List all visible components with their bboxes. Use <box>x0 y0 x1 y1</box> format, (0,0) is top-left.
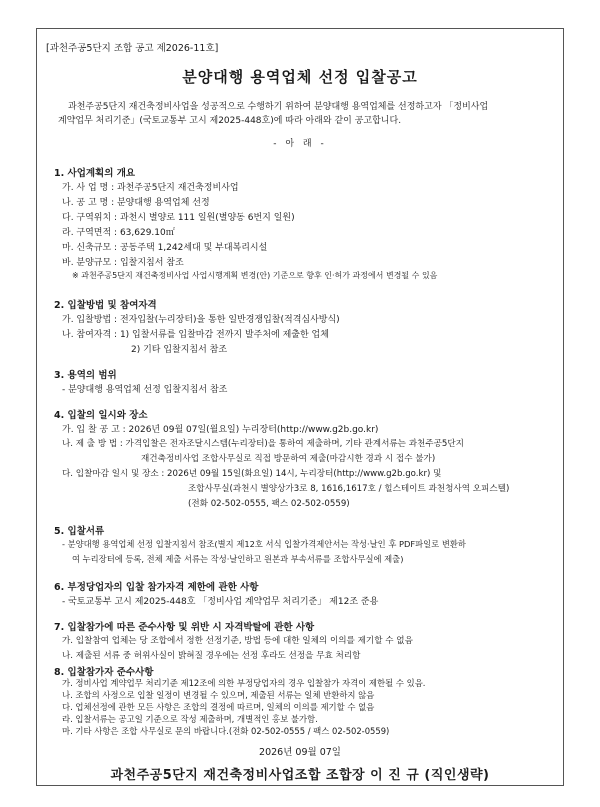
section-4-title: 4. 입찰의 일시와 장소 <box>54 410 148 421</box>
s1-item-a: 가. 사 업 명 : 과천주공5단지 재건축정비사업 <box>62 183 239 193</box>
s7-item-a: 가. 입찰참여 업체는 당 조합에서 정한 선정기준, 방법 등에 대한 일체의 이의를 제기할 수 없음 <box>62 636 413 646</box>
s3-item-a: - 분양대행 용역업체 선정 입찰지침서 참조 <box>62 385 228 395</box>
s2-item-b2: 2) 기타 입찰지침서 참조 <box>131 345 228 355</box>
page-title: 분양대행 용역업체 선정 입찰공고 <box>182 68 418 86</box>
section-8-title: 8. 입찰참가자 준수사항 <box>54 667 154 678</box>
s4-item-b-1: 나. 제 출 방 법 : 가격입찰은 전자조달시스템(누리장터)을 통하여 제출하며, 기타 관계서류는 과천주공5단지 <box>62 439 464 449</box>
section-5-title: 5. 입찰서류 <box>54 526 105 537</box>
s6-item-a: - 국토교통부 고시 제2025-448호 「정비사업 계약업무 처리기준」 제12조 준용 <box>62 597 379 607</box>
s4-item-c-3: (전화 02-502-0555, 팩스 02-502-0559) <box>188 499 350 509</box>
s4-item-a: 가. 입 찰 공 고 : 2026년 09월 07일(월요일) 누리장터(http://www.g2b.go.kr) <box>62 425 379 435</box>
s1-item-e: 마. 신축규모 : 공동주택 1,242세대 및 부대복리시설 <box>62 243 268 253</box>
s5-item-a-1: - 분양대행 용역업체 선정 입찰지침서 참조(별지 제12호 서식 입찰가격제안서는 작성·날인 후 PDF파일로 변환하 <box>62 539 466 549</box>
s1-note: ※ 과천주공5단지 재건축정비사업 사업시행계획 변경(안) 기준으로 향후 인·허가 과정에서 변경될 수 있음 <box>72 271 438 280</box>
s2-item-a: 가. 입찰방법 : 전자입찰(누리장터)을 통한 일반경쟁입찰(적격심사방식) <box>62 315 340 325</box>
s8-item-b: 나. 조합의 사정으로 입찰 일정이 변경될 수 있으며, 제출된 서류는 일체 반환하지 않음 <box>62 690 375 700</box>
intro-paragraph <box>58 100 548 128</box>
section-3-title: 3. 용역의 범위 <box>54 370 117 381</box>
s8-item-c: 다. 업체선정에 관한 모든 사항은 조합의 결정에 따르며, 일체의 이의를 제기할 수 없음 <box>62 702 375 712</box>
intro-line-1: 과천주공5단지 재건축정비사업을 성공적으로 수행하기 위하여 분양대행 용역업체를 선정하고자 「정비사업 <box>68 102 489 112</box>
s4-item-c-1: 다. 입찰마감 일시 및 장소 : 2026년 09월 15일(화요일) 14시, 누리장터(http://www.g2b.go.kr) 및 <box>62 469 442 479</box>
section-1-title: 1. 사업계획의 개요 <box>54 168 136 179</box>
s5-item-a-2: 여 누리장터에 등록, 전체 제출 서류는 작성·날인하고 원본과 부속서류를 조합사무실에 제출) <box>72 554 404 564</box>
below-marker: - 아 래 - <box>273 139 327 149</box>
s1-item-d: 라. 구역면적 : 63,629.10㎡ <box>62 228 175 238</box>
s1-item-b: 나. 공 고 명 : 분양대행 용역업체 선정 <box>62 198 210 208</box>
s8-item-d: 라. 입찰서류는 공고일 기준으로 작성 제출하며, 개별적인 홍보 불가함. <box>62 714 318 724</box>
section-2-title: 2. 입찰방법 및 참여자격 <box>54 300 157 311</box>
s2-item-b: 나. 참여자격 : 1) 입찰서류를 입찰마감 전까지 발주처에 제출한 업체 <box>62 330 329 340</box>
section-6-title: 6. 부정당업자의 입찰 참가자격 제한에 관한 사항 <box>54 582 259 593</box>
s1-item-f: 바. 분양규모 : 입찰지침서 참조 <box>62 258 184 268</box>
s1-item-c: 다. 구역위치 : 과천시 별양로 111 일원(별양동 6번지 일원) <box>62 213 295 223</box>
s4-item-c-2: 조합사무실(과천시 별양상가3로 8, 1616,1617호 / 힐스테이트 과천청사역 오피스텔) <box>188 484 510 494</box>
notice-number: [과천주공5단지 조합 공고 제2026-11호] <box>46 43 219 54</box>
s8-item-e: 마. 기타 사항은 조합 사무실로 문의 바랍니다.(전화 02-502-0555 / 팩스 02-502-0559) <box>62 726 390 736</box>
section-7-title: 7. 입찰참가에 따른 준수사항 및 위반 시 자격박탈에 관한 사항 <box>54 622 315 633</box>
signer: 과천주공5단지 재건축정비사업조합 조합장 이 진 규 (직인생략) <box>110 768 490 783</box>
s7-item-b: 나. 제출된 서류 중 허위사실이 밝혀질 경우에는 선정 후라도 선정을 무효 처리함 <box>62 651 361 661</box>
intro-line-2: 계약업무 처리기준」(국토교통부 고시 제2025-448호)에 따라 아래와 같이 공고합니다. <box>58 116 402 126</box>
s8-item-a: 가. 정비사업 계약업무 처리기준 제12조에 의한 부정당업자의 경우 입찰참가 자격이 제한될 수 있음. <box>62 678 426 688</box>
s4-item-b-2: 재건축정비사업 조합사무실로 직접 방문하여 제출(마감시한 경과 시 접수 불가) <box>141 454 436 464</box>
notice-date: 2026년 09월 07일 <box>259 747 341 758</box>
